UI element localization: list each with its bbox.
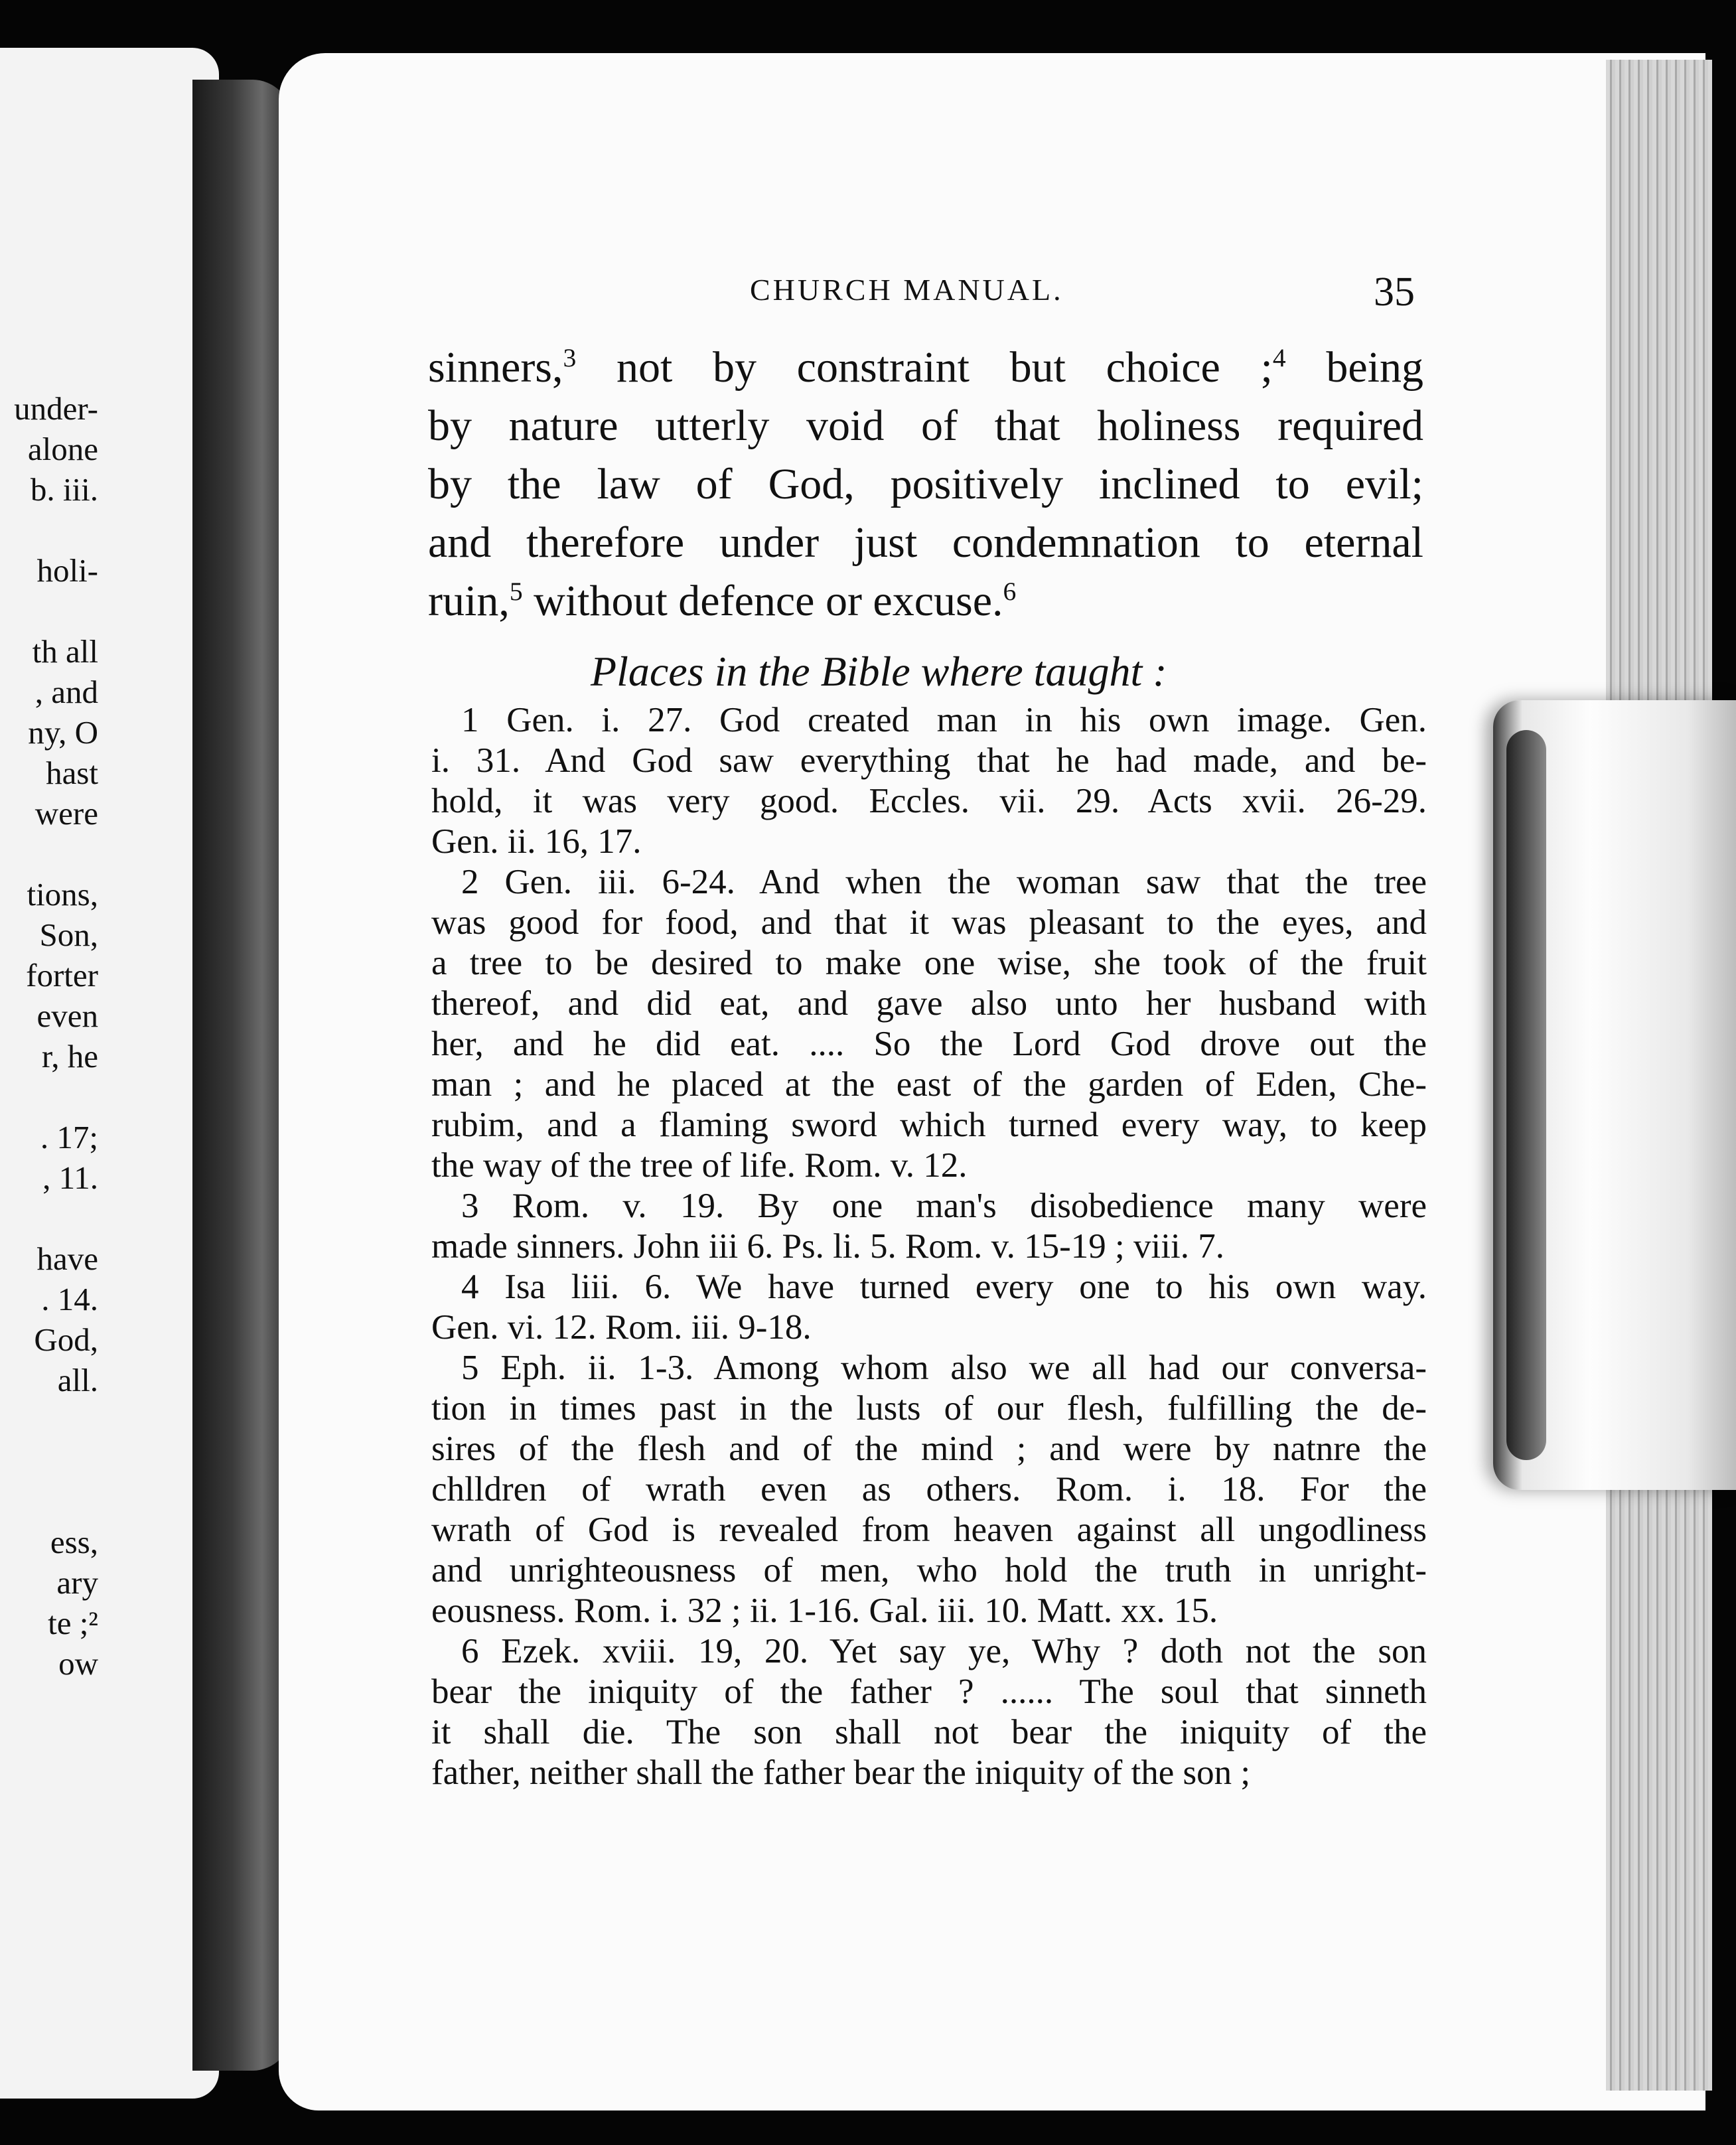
body-line — [428, 572, 1423, 630]
left-page-line: have — [36, 1240, 98, 1277]
note-line: father, neither shall the father bear the iniquity of the son ; — [431, 1753, 1251, 1792]
scripture-note — [431, 862, 1427, 1186]
left-page-line: Son, — [39, 917, 98, 953]
body-text-run: and therefore under just condemnation to eternal — [428, 518, 1423, 567]
body-text-run: not by constraint but choice ; — [576, 343, 1273, 392]
note-line: 5 Eph. ii. 1-3. Among whom also we all had our conversa- — [461, 1349, 1427, 1387]
body-text-run: being — [1285, 343, 1423, 392]
left-page-line: were — [35, 795, 98, 832]
body-paragraph — [428, 338, 1423, 630]
left-page-line: alone — [27, 431, 98, 467]
left-page-line: r, he — [41, 1038, 98, 1074]
book-gutter — [192, 80, 292, 2071]
body-text-run: without defence or excuse. — [522, 577, 1003, 625]
note-line: thereof, and did eat, and gave also unto her husband with — [431, 984, 1427, 1023]
note-line: was good for food, and that it was pleasant to the eyes, and — [431, 903, 1427, 942]
note-line: Gen. ii. 16, 17. — [431, 822, 642, 861]
left-page-line — [0, 1198, 98, 1238]
left-page-line: tions, — [27, 876, 98, 913]
note-line: a tree to be desired to make one wise, she took of the fruit — [431, 944, 1427, 982]
left-page-line: hast — [46, 755, 98, 791]
body-text-run: by the law of God, positively inclined to evil; — [428, 460, 1423, 508]
left-page-line: , and — [35, 674, 98, 710]
left-page-line — [0, 510, 98, 550]
body-line — [428, 397, 1423, 455]
scripture-note — [431, 1348, 1427, 1631]
left-page-line: all. — [57, 1362, 98, 1398]
body-line — [428, 338, 1423, 397]
left-page-line — [0, 834, 98, 874]
body-line — [428, 514, 1423, 572]
left-page-line: ess, — [50, 1524, 98, 1560]
body-text-run: sinners, — [428, 343, 563, 392]
left-page-line — [0, 1076, 98, 1117]
note-line: eousness. Rom. i. 32 ; ii. 1-16. Gal. iii. 10. Matt. xx. 15. — [431, 1591, 1218, 1630]
left-page-line: even — [36, 998, 98, 1034]
footnote-marker: 5 — [509, 577, 523, 606]
note-line: her, and he did eat. .... So the Lord God drove out the — [431, 1025, 1427, 1063]
body-text-run: ruin, — [428, 577, 510, 625]
left-page-line: ow — [58, 1645, 98, 1682]
note-line: i. 31. And God saw everything that he had made, and be- — [431, 741, 1427, 780]
left-page-line — [0, 591, 98, 631]
note-line: 1 Gen. i. 27. God created man in his own image. Gen. — [461, 701, 1427, 739]
body-line — [428, 455, 1423, 514]
note-line: tion in times past in the lusts of our flesh, fulfilling the de- — [431, 1389, 1427, 1428]
section-heading: Places in the Bible where taught : — [591, 648, 1167, 695]
note-line: it shall die. The son shall not bear the iniquity of the — [431, 1713, 1427, 1751]
note-line: 6 Ezek. xviii. 19, 20. Yet say ye, Why ? doth not the son — [461, 1632, 1427, 1670]
note-line: 3 Rom. v. 19. By one man's disobedience many were — [461, 1187, 1427, 1225]
left-page-text — [0, 388, 98, 1684]
left-page-line — [0, 1400, 98, 1441]
left-page-line — [0, 1481, 98, 1522]
scripture-notes — [431, 700, 1427, 1793]
page-clip-edge — [1506, 730, 1546, 1460]
left-page-line: . 17; — [40, 1119, 98, 1155]
note-line: the way of the tree of life. Rom. v. 12. — [431, 1146, 968, 1185]
scripture-note — [431, 1186, 1427, 1267]
note-line: hold, it was very good. Eccles. vii. 29. Acts xvii. 26-29. — [431, 782, 1427, 820]
left-page-line: under- — [14, 390, 98, 427]
left-page-line: b. iii. — [30, 471, 98, 508]
note-line: Gen. vi. 12. Rom. iii. 9-18. — [431, 1308, 812, 1347]
note-line: and unrighteousness of men, who hold the truth in unright- — [431, 1551, 1427, 1590]
left-page-line: te ;² — [48, 1605, 98, 1641]
footnote-marker: 3 — [563, 343, 577, 372]
left-page-line: . 14. — [41, 1281, 98, 1317]
note-line: chlldren of wrath even as others. Rom. i. 18. For the — [431, 1470, 1427, 1509]
note-line: 4 Isa liii. 6. We have turned every one to his own way. — [461, 1268, 1427, 1306]
footnote-marker: 6 — [1003, 577, 1017, 606]
body-text-run: by nature utterly void of that holiness required — [428, 402, 1423, 450]
page-number: 35 — [1374, 269, 1415, 315]
left-page-line — [0, 1441, 98, 1481]
scripture-note — [431, 1631, 1427, 1793]
left-page-line: ary — [56, 1564, 98, 1601]
left-page-line: ny, O — [28, 714, 98, 751]
scripture-note — [431, 1267, 1427, 1348]
left-page-line: , 11. — [42, 1159, 98, 1196]
footnote-marker: 4 — [1272, 343, 1286, 372]
note-line: rubim, and a flaming sword which turned every way, to keep — [431, 1106, 1427, 1144]
note-line: made sinners. John iii 6. Ps. li. 5. Rom. v. 15-19 ; viii. 7. — [431, 1227, 1224, 1266]
note-line: 2 Gen. iii. 6-24. And when the woman saw that the tree — [461, 863, 1427, 901]
scripture-note — [431, 700, 1427, 862]
left-page-line: th all — [32, 633, 98, 670]
left-page-line: holi- — [36, 552, 98, 589]
note-line: sires of the flesh and of the mind ; and were by natnre the — [431, 1430, 1427, 1468]
note-line: bear the iniquity of the father ? ...... The soul that sinneth — [431, 1672, 1427, 1711]
note-line: man ; and he placed at the east of the garden of Eden, Che- — [431, 1065, 1427, 1104]
left-page-line: forter — [26, 957, 98, 994]
running-head: CHURCH MANUAL. — [750, 273, 1064, 307]
left-page-line: God, — [34, 1321, 98, 1358]
note-line: wrath of God is revealed from heaven against all ungodliness — [431, 1511, 1427, 1549]
